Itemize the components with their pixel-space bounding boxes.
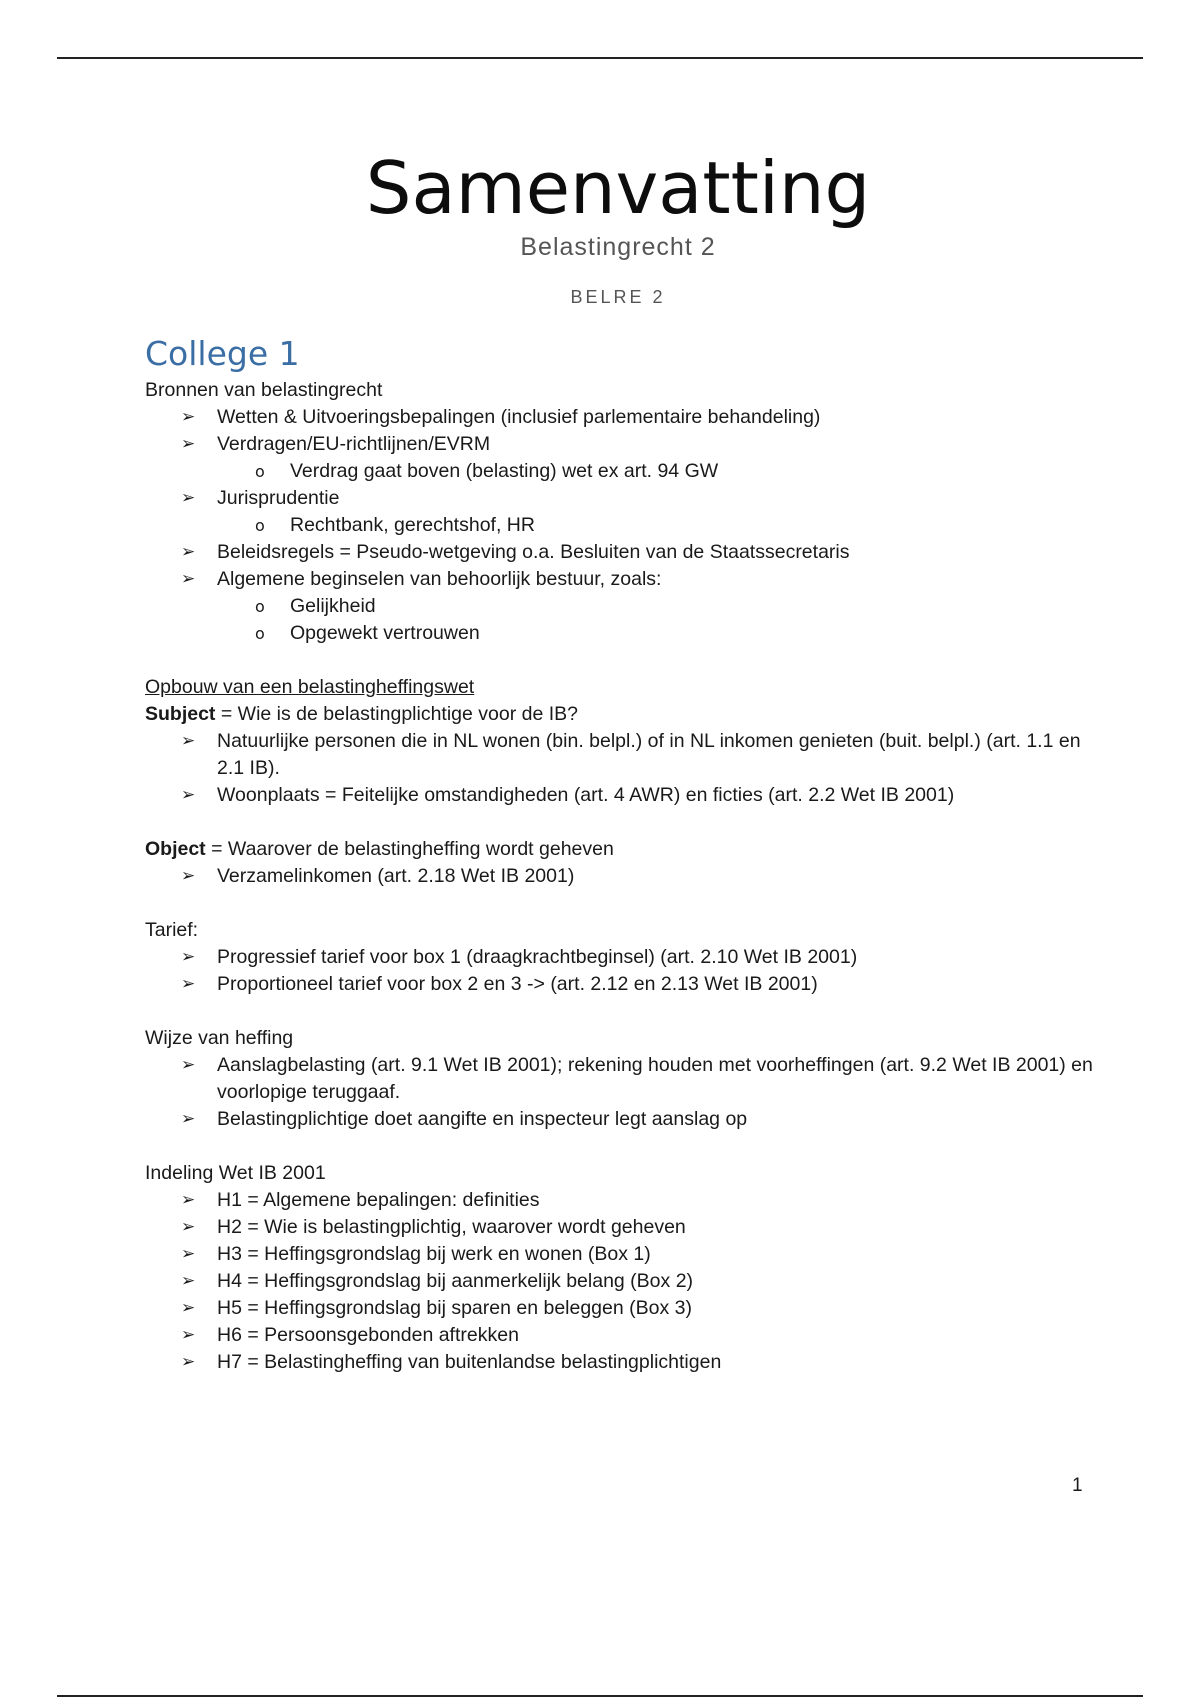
arrow-bullet-icon: ➢ — [181, 1055, 196, 1075]
list-item: ➢ H4 = Heffingsgrondslag bij aanmerkelijk belang (Box 2) — [145, 1268, 1095, 1295]
subject-list — [145, 728, 1095, 809]
tarief-list — [145, 944, 1095, 998]
bronnen-list — [145, 404, 1095, 647]
subject-line — [145, 701, 1095, 728]
list-item: ➢ H1 = Algemene bepalingen: definities — [145, 1187, 1095, 1214]
header-rule — [57, 57, 1143, 59]
arrow-bullet-icon: ➢ — [181, 434, 196, 454]
object-line — [145, 836, 1095, 863]
subject-label: Subject — [145, 703, 216, 725]
list-item: ➢ Beleidsregels = Pseudo-wetgeving o.a. Besluiten van de Staatssecretaris — [145, 539, 1095, 566]
sub-list-item: o Rechtbank, gerechtshof, HR — [145, 512, 1095, 539]
tarief-title: Tarief: — [145, 919, 199, 941]
list-item: ➢ Belastingplichtige doet aangifte en inspecteur legt aanslag op — [145, 1106, 1095, 1133]
section-heading: College 1 — [145, 334, 300, 373]
list-item: ➢ Proportioneel tarief voor box 2 en 3 -> (art. 2.12 en 2.13 Wet IB 2001) — [145, 971, 1095, 998]
arrow-bullet-icon: ➢ — [181, 1217, 196, 1237]
list-item: ➢ Verdragen/EU-richtlijnen/EVRM — [145, 431, 1095, 458]
list-item: ➢ Verzamelinkomen (art. 2.18 Wet IB 2001) — [145, 863, 1095, 890]
circle-bullet-icon: o — [255, 624, 265, 643]
sub-list-item: o Gelijkheid — [145, 593, 1095, 620]
arrow-bullet-icon: ➢ — [181, 407, 196, 427]
arrow-bullet-icon: ➢ — [181, 1109, 196, 1129]
heffing-list — [145, 1052, 1095, 1133]
course-code: BELRE 2 — [570, 287, 666, 307]
list-item: ➢ Natuurlijke personen die in NL wonen (bin. belpl.) of in NL inkomen genieten (buit. belpl.) (art. 1.1 en 2.1 IB). — [181, 730, 1081, 779]
indeling-title: Indeling Wet IB 2001 — [145, 1162, 326, 1184]
arrow-bullet-icon: ➢ — [181, 1298, 196, 1318]
circle-bullet-icon: o — [255, 462, 265, 481]
page-number: 1 — [1072, 1475, 1083, 1496]
arrow-bullet-icon: ➢ — [181, 1352, 196, 1372]
document-title: Samenvatting — [365, 146, 871, 230]
bronnen-title: Bronnen van belastingrecht — [145, 379, 383, 401]
subject-text: = Wie is de belastingplichtige voor de IB? — [215, 703, 579, 725]
list-item: ➢ Progressief tarief voor box 1 (draagkrachtbeginsel) (art. 2.10 Wet IB 2001) — [145, 944, 1095, 971]
arrow-bullet-icon: ➢ — [181, 785, 196, 805]
circle-bullet-icon: o — [255, 597, 265, 616]
footer-rule — [57, 1695, 1143, 1697]
list-item: ➢ Algemene beginselen van behoorlijk bestuur, zoals: — [145, 566, 1095, 593]
arrow-bullet-icon: ➢ — [181, 866, 196, 886]
arrow-bullet-icon: ➢ — [181, 488, 196, 508]
heffing-title: Wijze van heffing — [145, 1027, 294, 1049]
list-item: ➢ H3 = Heffingsgrondslag bij werk en wonen (Box 1) — [145, 1241, 1095, 1268]
list-item: ➢ H6 = Persoonsgebonden aftrekken — [145, 1322, 1095, 1349]
arrow-bullet-icon: ➢ — [181, 1325, 196, 1345]
list-item: ➢ H5 = Heffingsgrondslag bij sparen en beleggen (Box 3) — [145, 1295, 1095, 1322]
sub-list-item: o Verdrag gaat boven (belasting) wet ex art. 94 GW — [145, 458, 1095, 485]
arrow-bullet-icon: ➢ — [181, 947, 196, 967]
indeling-list — [145, 1187, 1095, 1376]
arrow-bullet-icon: ➢ — [181, 974, 196, 994]
arrow-bullet-icon: ➢ — [181, 1271, 196, 1291]
object-label: Object — [145, 838, 206, 860]
list-item: ➢ H7 = Belastingheffing van buitenlandse belastingplichtigen — [145, 1349, 1095, 1376]
arrow-bullet-icon: ➢ — [181, 542, 196, 562]
list-item: ➢ H2 = Wie is belastingplichtig, waarover wordt geheven — [145, 1214, 1095, 1241]
list-item: ➢ Woonplaats = Feitelijke omstandigheden (art. 4 AWR) en ficties (art. 2.2 Wet IB 2001) — [145, 782, 1095, 809]
arrow-bullet-icon: ➢ — [181, 1244, 196, 1264]
opbouw-title: Opbouw van een belastingheffingswet — [145, 676, 475, 698]
object-text: = Waarover de belastingheffing wordt geheven — [205, 838, 614, 860]
object-list — [145, 863, 1095, 890]
sub-list-item: o Opgewekt vertrouwen — [145, 620, 1095, 647]
document-subtitle: Belastingrecht 2 — [520, 233, 716, 261]
circle-bullet-icon: o — [255, 516, 265, 535]
list-item: ➢ Wetten & Uitvoeringsbepalingen (inclusief parlementaire behandeling) — [145, 404, 1095, 431]
arrow-bullet-icon: ➢ — [181, 731, 196, 751]
arrow-bullet-icon: ➢ — [181, 569, 196, 589]
document-body — [145, 377, 1095, 1376]
list-item: ➢ Aanslagbelasting (art. 9.1 Wet IB 2001); rekening houden met voorheffingen (art. 9.2 Wet IB 2001) en voorlopige teruggaaf. — [181, 1054, 1093, 1103]
arrow-bullet-icon: ➢ — [181, 1190, 196, 1210]
list-item: ➢ Jurisprudentie — [145, 485, 1095, 512]
